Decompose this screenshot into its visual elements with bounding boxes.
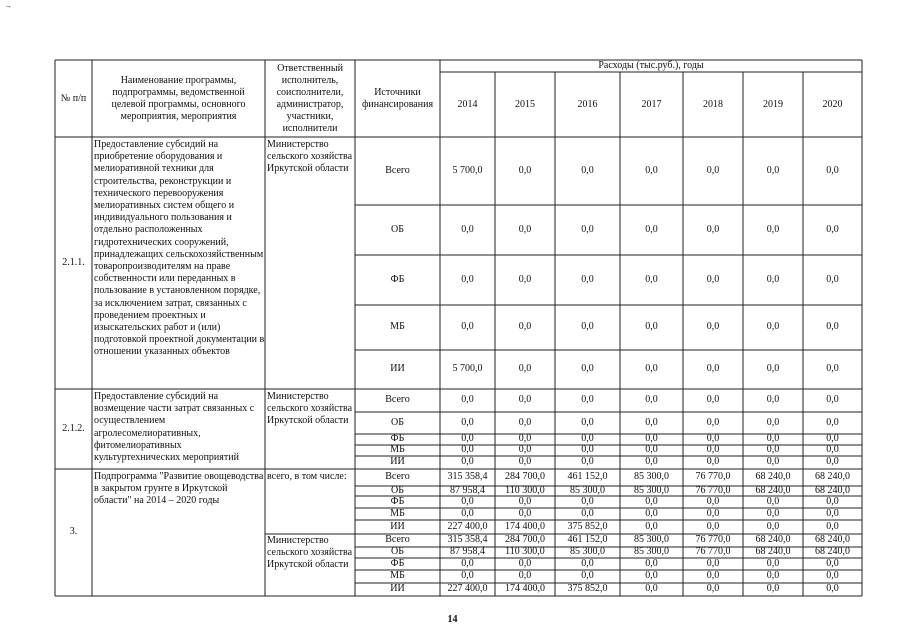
value-cell: 0,0 [645, 164, 658, 176]
value-cell: 0,0 [518, 456, 532, 468]
program-name-2-1-1-line: проведением проектных и [94, 309, 206, 321]
value-cell: 0,0 [645, 363, 658, 375]
program-name-2-1-2-line: осуществлением [94, 415, 166, 427]
source-cell: ИИ [390, 583, 405, 595]
value-cell: 0,0 [581, 223, 594, 235]
header-year-2017: 2017 [641, 98, 662, 110]
source-cell: ИИ [390, 520, 405, 532]
value-cell: 87 958,4 [450, 486, 485, 496]
value-cell: 0,0 [645, 570, 658, 582]
value-cell: 87 958,4 [450, 547, 485, 558]
program-name-3 [92, 471, 267, 596]
executor-2-1-1-line: Министерство [267, 139, 329, 150]
program-name-2-1-1-line: гидротехнических сооружений, [94, 236, 229, 248]
value-cell: 0,0 [766, 456, 780, 468]
value-cell: 0,0 [518, 321, 532, 333]
value-cell: 0,0 [766, 434, 780, 445]
value-cell: 0,0 [518, 416, 532, 428]
value-cell: 0,0 [461, 434, 474, 445]
program-name-2-1-2-line: культуртехнических мероприятий [94, 452, 239, 464]
value-cell: 68 240,0 [815, 486, 850, 496]
value-cell: 76 770,0 [695, 534, 731, 546]
value-cell: 0,0 [461, 416, 474, 428]
value-cell: 0,0 [826, 520, 839, 532]
program-name-2-1-1-line: за исключением затрат, связанных с [94, 297, 247, 309]
header-year-2015: 2015 [515, 98, 535, 110]
value-cell: 5 700,0 [452, 164, 483, 176]
value-cell: 174 400,0 [505, 583, 545, 595]
value-cell: 284 700,0 [505, 534, 545, 546]
value-cell: 0,0 [826, 363, 839, 375]
value-cell: 68 240,0 [755, 547, 791, 558]
value-cell: 0,0 [581, 273, 594, 285]
value-cell: 0,0 [461, 321, 474, 333]
value-cell: 0,0 [518, 223, 532, 235]
source-cell: ФБ [390, 496, 405, 507]
program-name-2-1-2 [92, 391, 267, 469]
value-cell: 0,0 [766, 508, 780, 519]
value-cell: 0,0 [581, 321, 594, 333]
value-cell: 0,0 [518, 570, 532, 582]
value-cell: 0,0 [766, 496, 780, 507]
value-cell: 68 240,0 [815, 534, 850, 546]
value-cell: 375 852,0 [567, 583, 608, 595]
source-cell: ОБ [391, 223, 404, 235]
source-cell: Всего [385, 164, 410, 176]
value-cell: 0,0 [706, 394, 720, 406]
value-cell: 0,0 [826, 416, 839, 428]
value-cell: 0,0 [518, 558, 532, 569]
value-cell: 0,0 [461, 558, 474, 569]
value-cell: 0,0 [706, 583, 720, 595]
program-name-3-line: области" на 2014 – 2020 годы [94, 495, 220, 507]
value-cell: 68 240,0 [755, 486, 791, 496]
header-year-2016: 2016 [577, 98, 598, 110]
value-cell: 76 770,0 [695, 486, 731, 496]
value-cell: 227 400,0 [447, 520, 488, 532]
value-cell: 0,0 [461, 394, 474, 406]
executor-2-1-2-line: сельского хозяйства [267, 403, 353, 415]
header-num-cell: № п/п [60, 92, 87, 104]
program-name-2-1-1-line: мелиоративной техники для [94, 163, 214, 175]
program-name-2-1-1-line: индивидуального пользования и [94, 212, 232, 224]
source-cell: Всего [385, 534, 410, 546]
value-cell: 0,0 [766, 558, 780, 569]
value-cell: 0,0 [706, 508, 720, 519]
program-name-2-1-2-line: Предоставление субсидий на [94, 391, 219, 402]
value-cell: 315 358,4 [447, 471, 488, 483]
executor-2-1-1-line: сельского хозяйства [267, 151, 353, 163]
value-cell: 0,0 [645, 558, 658, 569]
value-cell: 0,0 [645, 456, 658, 468]
executor-3-ministry-line: Министерство [267, 535, 329, 546]
value-cell: 0,0 [766, 416, 780, 428]
source-cell: ОБ [391, 486, 404, 496]
value-cell: 0,0 [706, 223, 720, 235]
value-cell: 0,0 [461, 223, 474, 235]
value-cell: 110 300,0 [505, 547, 545, 558]
source-cell: ОБ [391, 416, 404, 428]
program-name-3-line: в закрытом грунте в Иркутской [94, 483, 228, 495]
value-cell: 0,0 [461, 496, 474, 507]
value-cell: 0,0 [766, 164, 780, 176]
executor-3-total [265, 471, 357, 534]
source-cell: Всего [385, 394, 410, 406]
value-cell: 0,0 [706, 445, 720, 456]
program-name-2-1-1-line: пользование в установленном порядке, [94, 285, 261, 297]
value-cell: 0,0 [581, 456, 594, 468]
program-name-2-1-1-line: собственности или переданных в [94, 273, 236, 285]
value-cell: 0,0 [645, 520, 658, 532]
row-number-2-1-1: 2.1.1. [62, 256, 85, 268]
value-cell: 0,0 [706, 363, 720, 375]
value-cell: 0,0 [461, 456, 474, 468]
program-name-2-1-1 [92, 139, 267, 389]
value-cell: 0,0 [645, 434, 658, 445]
value-cell: 0,0 [766, 273, 780, 285]
value-cell: 85 300,0 [634, 547, 669, 558]
value-cell: 0,0 [826, 583, 839, 595]
executor-3-ministry-line: Иркутской области [267, 559, 349, 571]
program-name-2-1-1-line: приобретение оборудования и [94, 151, 223, 163]
value-cell: 5 700,0 [452, 363, 483, 375]
value-cell: 461 152,0 [567, 534, 608, 546]
executor-3-total-line: всего, в том числе: [267, 471, 347, 482]
executor-2-1-2 [265, 391, 357, 469]
value-cell: 76 770,0 [695, 547, 731, 558]
value-cell: 0,0 [826, 273, 839, 285]
value-cell: 0,0 [766, 321, 780, 333]
header-year-2019: 2019 [763, 98, 783, 110]
value-cell: 0,0 [826, 570, 839, 582]
value-cell: 0,0 [826, 164, 839, 176]
value-cell: 0,0 [645, 496, 658, 507]
value-cell: 0,0 [766, 394, 780, 406]
executor-2-1-1-line: Иркутской области [267, 163, 349, 175]
executor-2-1-2-line: Иркутской области [267, 415, 349, 427]
value-cell: 0,0 [518, 394, 532, 406]
value-cell: 0,0 [581, 416, 594, 428]
value-cell: 375 852,0 [567, 520, 608, 532]
value-cell: 0,0 [518, 273, 532, 285]
source-cell: МБ [390, 570, 405, 582]
value-cell: 68 240,0 [815, 471, 850, 483]
value-cell: 68 240,0 [755, 534, 791, 546]
program-name-2-1-1-line: строительства, реконструкции и [94, 175, 232, 187]
program-name-2-1-2-line: агролесомелиоративных, [94, 427, 201, 439]
source-cell: ИИ [390, 456, 405, 468]
value-cell: 0,0 [645, 223, 658, 235]
value-cell: 0,0 [826, 496, 839, 507]
value-cell: 68 240,0 [755, 471, 791, 483]
value-cell: 0,0 [518, 164, 532, 176]
value-cell: 110 300,0 [505, 486, 545, 496]
value-cell: 315 358,4 [447, 534, 488, 546]
value-cell: 0,0 [645, 321, 658, 333]
source-cell: МБ [390, 321, 405, 333]
value-cell: 0,0 [766, 583, 780, 595]
source-cell: МБ [390, 508, 405, 519]
value-cell: 0,0 [461, 570, 474, 582]
value-cell: 0,0 [706, 570, 720, 582]
value-cell: 0,0 [826, 558, 839, 569]
value-cell: 0,0 [766, 445, 780, 456]
value-cell: 174 400,0 [505, 520, 545, 532]
row-number-2-1-2: 2.1.2. [62, 422, 85, 434]
value-cell: 0,0 [581, 508, 594, 519]
source-cell: МБ [390, 445, 405, 456]
value-cell: 0,0 [581, 394, 594, 406]
value-cell: 0,0 [645, 583, 658, 595]
program-name-2-1-1-line: изыскательских работ и (или) [94, 322, 221, 334]
value-cell: 0,0 [581, 445, 594, 456]
value-cell: 0,0 [706, 416, 720, 428]
value-cell: 227 400,0 [447, 583, 488, 595]
value-cell: 0,0 [518, 363, 532, 375]
program-name-2-1-2-line: возмещение части затрат связанных с [94, 403, 255, 415]
program-name-2-1-1-line: подготовкой проектной документации в [94, 334, 265, 346]
header-year-2014: 2014 [457, 98, 478, 110]
value-cell: 0,0 [706, 496, 720, 507]
value-cell: 0,0 [645, 508, 658, 519]
header-year-2018: 2018 [703, 98, 723, 110]
source-cell: ФБ [390, 273, 405, 285]
header-year-2020: 2020 [822, 98, 843, 110]
value-cell: 461 152,0 [567, 471, 608, 483]
value-cell: 284 700,0 [505, 471, 545, 483]
value-cell: 0,0 [645, 416, 658, 428]
value-cell: 0,0 [826, 394, 839, 406]
executor-2-1-2-line: Министерство [267, 391, 329, 402]
value-cell: 0,0 [645, 394, 658, 406]
value-cell: 0,0 [706, 456, 720, 468]
header-expenses-cell: Расходы (тыс.руб.), годы [598, 60, 704, 71]
value-cell: 85 300,0 [570, 547, 605, 558]
source-cell: Всего [385, 471, 410, 483]
value-cell: 68 240,0 [815, 547, 850, 558]
page-number: 14 [447, 614, 458, 625]
program-name-2-1-1-line: товаропроизводителям на праве [94, 261, 231, 273]
value-cell: 0,0 [706, 321, 720, 333]
value-cell: 0,0 [766, 520, 780, 532]
header-name-cell: Наименование программы, подпрограммы, ведомственной целевой программы, основного мероприятия, мероприятия [111, 74, 246, 122]
value-cell: 0,0 [645, 445, 658, 456]
value-cell: 76 770,0 [695, 471, 731, 483]
value-cell: 0,0 [826, 434, 839, 445]
executor-3-ministry [265, 535, 357, 596]
value-cell: 0,0 [706, 520, 720, 532]
program-name-2-1-1-line: принадлежащих сельскохозяйственным [94, 248, 264, 260]
value-cell: 0,0 [518, 434, 532, 445]
program-name-2-1-1-line: отдельно расположенных [94, 224, 203, 236]
value-cell: 0,0 [826, 456, 839, 468]
value-cell: 0,0 [826, 445, 839, 456]
corner-mark: ¬ [6, 2, 11, 11]
value-cell: 85 300,0 [570, 486, 605, 496]
value-cell: 0,0 [461, 508, 474, 519]
value-cell: 0,0 [581, 558, 594, 569]
source-cell: ФБ [390, 434, 405, 445]
value-cell: 0,0 [826, 223, 839, 235]
value-cell: 0,0 [706, 164, 720, 176]
value-cell: 0,0 [518, 508, 532, 519]
value-cell: 0,0 [581, 496, 594, 507]
value-cell: 0,0 [581, 164, 594, 176]
value-cell: 0,0 [518, 445, 532, 456]
executor-3-ministry-line: сельского хозяйства [267, 547, 353, 559]
program-name-3-line: Подпрограмма "Развитие овощеводства [94, 471, 264, 482]
value-cell: 0,0 [766, 570, 780, 582]
value-cell: 0,0 [518, 496, 532, 507]
program-name-2-1-1-line: Предоставление субсидий на [94, 139, 219, 150]
value-cell: 0,0 [461, 445, 474, 456]
value-cell: 0,0 [581, 570, 594, 582]
value-cell: 0,0 [461, 273, 474, 285]
source-cell: ОБ [391, 547, 404, 558]
row-number-3: 3. [69, 526, 78, 538]
value-cell: 0,0 [581, 363, 594, 375]
header-source-cell: Источники финансирования [361, 86, 434, 110]
value-cell: 0,0 [645, 273, 658, 285]
value-cell: 0,0 [766, 363, 780, 375]
value-cell: 0,0 [706, 273, 720, 285]
program-name-2-1-1-line: мелиоративных систем общего и [94, 200, 235, 212]
program-name-2-1-2-line: фитомелиоративных [94, 439, 182, 451]
value-cell: 0,0 [826, 508, 839, 519]
value-cell: 0,0 [766, 223, 780, 235]
header-executor-cell: Ответственный исполнитель, соисполнители, администратор, участники, исполнители [276, 62, 344, 134]
executor-2-1-1 [265, 139, 357, 389]
value-cell: 85 300,0 [634, 486, 669, 496]
source-cell: ИИ [390, 363, 405, 375]
program-name-2-1-1-line: технического перевооружения [94, 187, 224, 199]
program-name-2-1-1-line: отношении указанных объектов [94, 346, 230, 358]
value-cell: 0,0 [581, 434, 594, 445]
value-cell: 85 300,0 [634, 471, 669, 483]
value-cell: 0,0 [706, 434, 720, 445]
value-cell: 0,0 [706, 558, 720, 569]
value-cell: 0,0 [826, 321, 839, 333]
source-cell: ФБ [390, 558, 405, 569]
value-cell: 85 300,0 [634, 534, 669, 546]
